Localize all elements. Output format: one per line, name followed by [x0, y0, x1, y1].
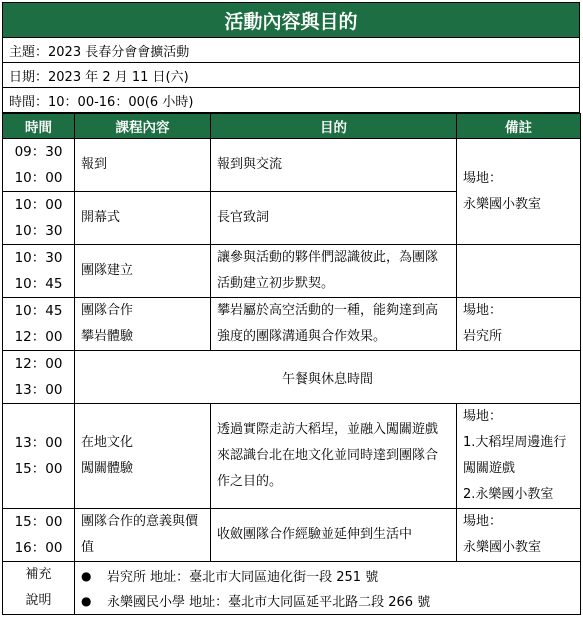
purpose-cell: 長官致詞	[211, 192, 457, 245]
supplement-row	[3, 562, 581, 615]
note-cell: 場地： 岩究所	[457, 298, 581, 351]
supplement-text: 永樂國民小學 地址：臺北市大同區延平北路二段 266 號	[107, 595, 431, 610]
course-cell: 團隊建立	[75, 245, 211, 298]
supplement-label: 補充 說明	[3, 562, 75, 615]
time-cell	[3, 139, 75, 192]
time-start: 09：30	[14, 144, 63, 160]
table-row-lunch	[3, 351, 581, 404]
time-end: 10：30	[14, 223, 63, 239]
table-row	[3, 404, 581, 509]
bullet-icon: ●	[81, 568, 92, 583]
table-row	[3, 509, 581, 562]
time-start: 12：00	[14, 356, 63, 372]
lunch-cell: 午餐與休息時間	[75, 351, 581, 404]
header-note: 備註	[457, 114, 581, 139]
note-cell: 場地： 永樂國小教室	[457, 509, 581, 562]
note-cell: 場地： 1.大稻埕周邊進行闖關遊戲 2.永樂國小教室	[457, 404, 581, 509]
time-start: 10：45	[14, 303, 63, 319]
course-cell: 團隊合作 攀岩體驗	[75, 298, 211, 351]
table-row	[3, 139, 581, 192]
header-time: 時間	[3, 114, 75, 139]
time-cell	[3, 298, 75, 351]
time-end: 15：00	[14, 461, 63, 477]
course-cell: 團隊合作的意義與價值	[75, 509, 211, 562]
supplement-cell	[75, 562, 581, 615]
schedule-table	[2, 113, 581, 615]
purpose-cell: 攀岩屬於高空活動的一種，能夠達到高強度的團隊溝通與合作效果。	[211, 298, 457, 351]
table-row	[3, 298, 581, 351]
activity-document	[2, 2, 580, 615]
time-end: 10：45	[14, 276, 63, 292]
time-start: 10：30	[14, 250, 63, 266]
supplement-item	[81, 588, 574, 613]
time-cell	[3, 245, 75, 298]
time-end: 16：00	[14, 540, 63, 556]
time-start: 13：00	[14, 435, 63, 451]
time-end: 10：00	[14, 170, 63, 186]
course-cell: 報到	[75, 139, 211, 192]
time-cell	[3, 404, 75, 509]
note-cell-empty	[457, 245, 581, 298]
time-start: 10：00	[14, 197, 63, 213]
bullet-icon: ●	[81, 593, 92, 608]
theme-line: 主題：2023 長春分會會擴活動	[2, 38, 580, 63]
table-header-row	[3, 114, 581, 139]
time-cell	[3, 351, 75, 404]
table-row	[3, 245, 581, 298]
time-line: 時間：10：00-16：00(6 小時)	[2, 88, 580, 113]
course-cell: 在地文化 闖關體驗	[75, 404, 211, 509]
date-line: 日期：2023 年 2 月 11 日(六)	[2, 63, 580, 88]
supplement-item	[81, 563, 574, 588]
purpose-cell: 讓參與活動的夥伴們認識彼此，為團隊活動建立初步默契。	[211, 245, 457, 298]
purpose-cell: 報到與交流	[211, 139, 457, 192]
course-cell: 開幕式	[75, 192, 211, 245]
purpose-cell: 透過實際走訪大稻埕，並融入闖關遊戲來認識台北在地文化並同時達到團隊合作之目的。	[211, 404, 457, 509]
document-title: 活動內容與目的	[2, 2, 580, 38]
time-start: 15：00	[14, 514, 63, 530]
purpose-cell: 收斂團隊合作經驗並延伸到生活中	[211, 509, 457, 562]
time-cell	[3, 509, 75, 562]
supplement-text: 岩究所 地址：臺北市大同區迪化街一段 251 號	[107, 570, 379, 585]
time-end: 13：00	[14, 382, 63, 398]
header-purpose: 目的	[211, 114, 457, 139]
header-course: 課程內容	[75, 114, 211, 139]
note-cell: 場地： 永樂國小教室	[457, 139, 581, 245]
time-cell	[3, 192, 75, 245]
time-end: 12：00	[14, 329, 63, 345]
